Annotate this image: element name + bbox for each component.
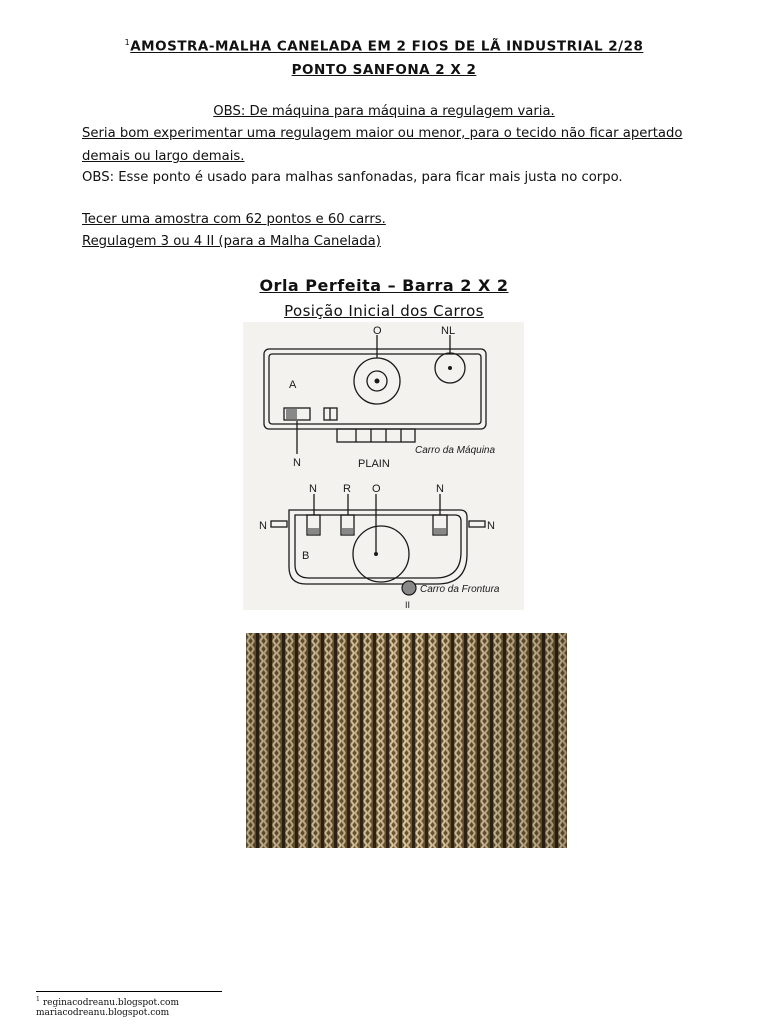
knit-sample-svg: [246, 633, 567, 848]
carriage-diagram: [243, 322, 524, 610]
footnote-line-1: [36, 996, 179, 1008]
footnote-reference: 1: [124, 38, 131, 47]
document-title-line2: PONTO SANFONA 2 X 2: [291, 62, 477, 78]
label-n-top: N: [293, 457, 301, 469]
title-text: AMOSTRA-MALHA CANELADA EM 2 FIOS DE LÃ INDUSTRIAL 2/28: [130, 38, 644, 55]
instruction-line-2: Regulagem 3 ou 4 II (para a Malha Canelada): [82, 234, 381, 249]
caption-carro-frontura: Carro da Frontura: [420, 584, 500, 595]
label-nl: NL: [441, 325, 456, 337]
obs-label: OBS:: [82, 170, 115, 185]
footnote-link-1: reginacodreanu.blogspot.com: [42, 998, 180, 1008]
label-b: B: [302, 550, 310, 562]
label-plain: PLAIN: [358, 458, 390, 470]
obs-note-1: OBS: De máquina para máquina a regulagem varia.: [213, 104, 555, 119]
knit-sample-photo: [246, 633, 567, 848]
carriage-diagram-svg: [243, 322, 524, 610]
label-n-1: N: [309, 483, 317, 495]
footnote-line-2: mariacodreanu.blogspot.com: [36, 1008, 170, 1018]
caption-carro-maquina: Carro da Máquina: [415, 445, 496, 456]
footnote-marker: 1: [36, 996, 40, 1003]
obs-text: Esse ponto é usado para malhas sanfonadas, para ficar mais justa no corpo.: [114, 170, 623, 185]
label-n-left: N: [259, 520, 267, 532]
label-o-top: O: [373, 325, 382, 337]
label-r: R: [343, 483, 351, 495]
label-o-bottom: O: [372, 483, 381, 495]
label-a: A: [289, 379, 297, 391]
body-line-2: Seria bom experimentar uma regulagem maior ou menor, para o tecido não ficar apertado: [82, 126, 683, 141]
footnote-separator: [36, 991, 222, 992]
label-n-2: N: [436, 483, 444, 495]
instruction-line-1: Tecer uma amostra com 62 pontos e 60 carrs.: [82, 212, 386, 227]
body-line-3: demais ou largo demais.: [82, 149, 245, 164]
obs-note-2: [82, 170, 623, 185]
section-subheading: Posição Inicial dos Carros: [284, 302, 484, 320]
section-heading: Orla Perfeita – Barra 2 X 2: [259, 276, 509, 295]
document-title-line1: [0, 38, 768, 55]
label-n-right: N: [487, 520, 495, 532]
label-ii: II: [405, 600, 411, 610]
